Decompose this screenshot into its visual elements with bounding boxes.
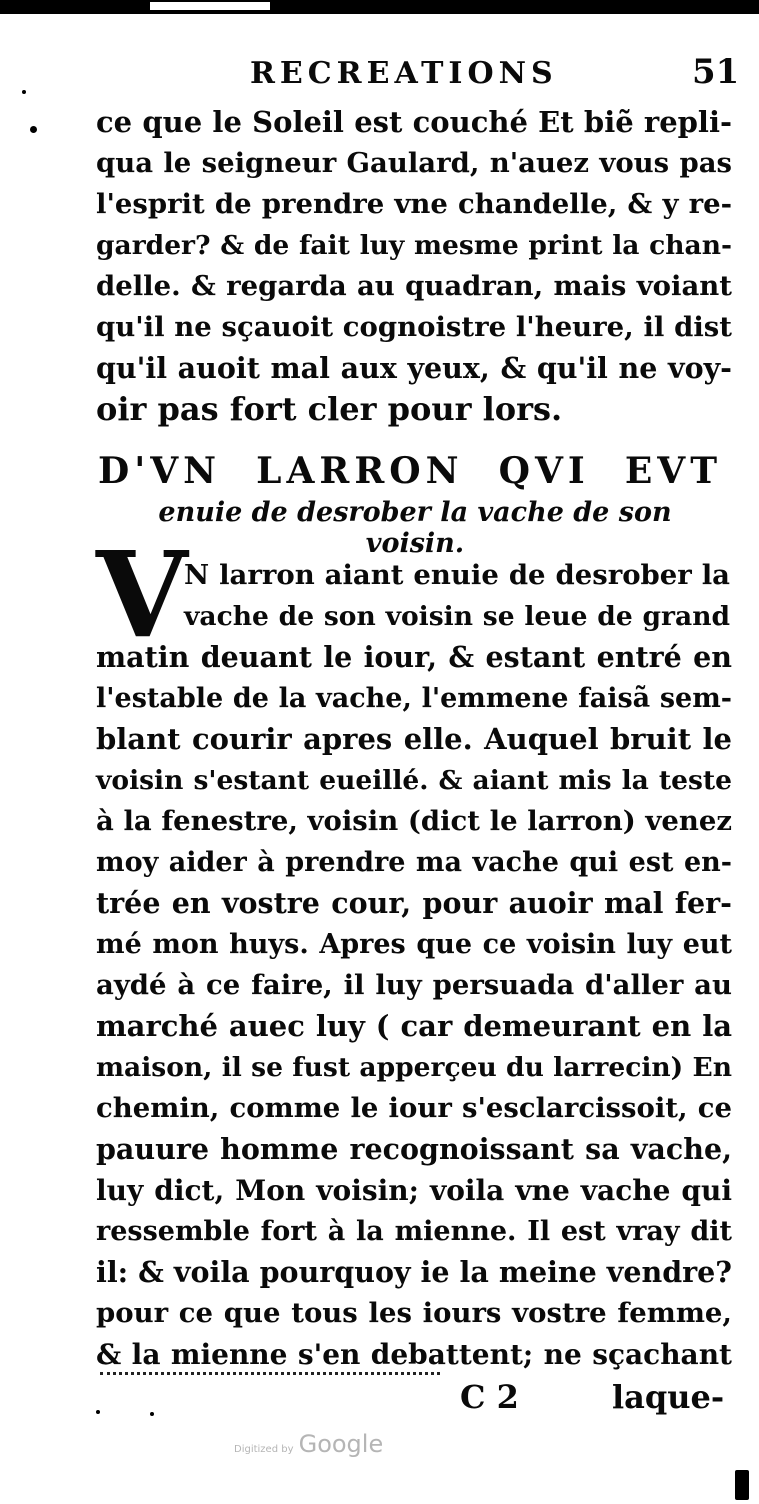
drop-cap: V xyxy=(96,525,188,664)
text-line: moy aider à prendre ma vache qui est en- xyxy=(96,847,732,878)
text-line: il: & voila pourquoy ie la meine vendre? xyxy=(96,1255,732,1289)
text-line: delle. & regarda au quadran, mais voiant xyxy=(96,270,732,302)
page-top-edge xyxy=(0,0,759,14)
text-line: garder? & de fait luy mesme print la chan- xyxy=(96,230,732,261)
page-number: 51 xyxy=(692,52,740,92)
signature-mark: C 2 xyxy=(460,1378,519,1416)
ink-speck xyxy=(96,1410,100,1414)
text-line: marché auec luy ( car demeurant en la xyxy=(96,1009,732,1043)
text-line: luy dict, Mon voisin; voila vne vache qui xyxy=(96,1174,732,1207)
text-line: pour ce que tous les iours vostre femme, xyxy=(96,1297,732,1329)
text-line: vache de son voisin se leue de grand xyxy=(184,601,730,632)
text-line: mé mon huys. Apres que ce voisin luy eut xyxy=(96,929,732,960)
page-top-edge-gap xyxy=(150,2,270,10)
text-line: oir pas fort cler pour lors. xyxy=(96,390,563,428)
paragraph-story-body xyxy=(96,637,732,1375)
ink-speck xyxy=(150,1412,154,1416)
text-line: chemin, comme le iour s'esclarcissoit, ce xyxy=(96,1092,732,1124)
text-line: pauure homme recognoissant sa vache, xyxy=(96,1132,732,1166)
text-line: & la mienne s'en debattent; ne sçachant xyxy=(96,1338,732,1371)
text-line: à la fenestre, voisin (dict le larron) venez xyxy=(96,805,732,837)
text-line: matin deuant le iour, & estant entré en xyxy=(96,640,732,674)
text-line: trée en vostre cour, pour auoir mal fer- xyxy=(96,886,732,920)
text-line: voisin s'estant eueillé. & aiant mis la teste xyxy=(96,765,732,796)
digitizer-watermark xyxy=(234,1430,383,1458)
ink-speck xyxy=(735,1470,749,1500)
running-title: RECREATIONS xyxy=(250,56,558,91)
text-line: qu'il ne sçauoit cognoistre l'heure, il dist xyxy=(96,311,732,343)
watermark-prefix: Digitized by xyxy=(234,1444,294,1455)
text-line: maison, il se fust apperçeu du larrecin) En xyxy=(96,1052,732,1083)
text-line: N larron aiant enuie de desrober la xyxy=(184,559,730,591)
ink-speck xyxy=(30,126,37,133)
story-title-subtitle: enuie de desrober la vache de son voisin. xyxy=(158,497,672,559)
paragraph-opening-lines xyxy=(184,555,730,637)
text-line: qua le seigneur Gaulard, n'auez vous pas xyxy=(96,147,732,179)
footer-rule xyxy=(100,1372,440,1381)
text-line: ressemble fort à la mienne. Il est vray dit xyxy=(96,1216,732,1247)
text-line: ce que le Soleil est couché Et biẽ repli- xyxy=(96,105,732,139)
text-line: blant courir apres elle. Auquel bruit le xyxy=(96,722,732,756)
story-title-main: D'VN LARRON QVI EVT xyxy=(98,450,722,492)
ink-speck xyxy=(22,90,26,94)
paragraph-continuation xyxy=(96,102,732,430)
text-line: qu'il auoit mal aux yeux, & qu'il ne voy- xyxy=(96,351,732,385)
text-line: aydé à ce faire, il luy persuada d'aller au xyxy=(96,969,732,1001)
watermark-brand: Google xyxy=(298,1430,384,1458)
catchword: laque- xyxy=(612,1378,725,1416)
text-line: l'esprit de prendre vne chandelle, & y re- xyxy=(96,188,732,220)
text-line: l'estable de la vache, l'emmene faisã sem- xyxy=(96,683,732,714)
